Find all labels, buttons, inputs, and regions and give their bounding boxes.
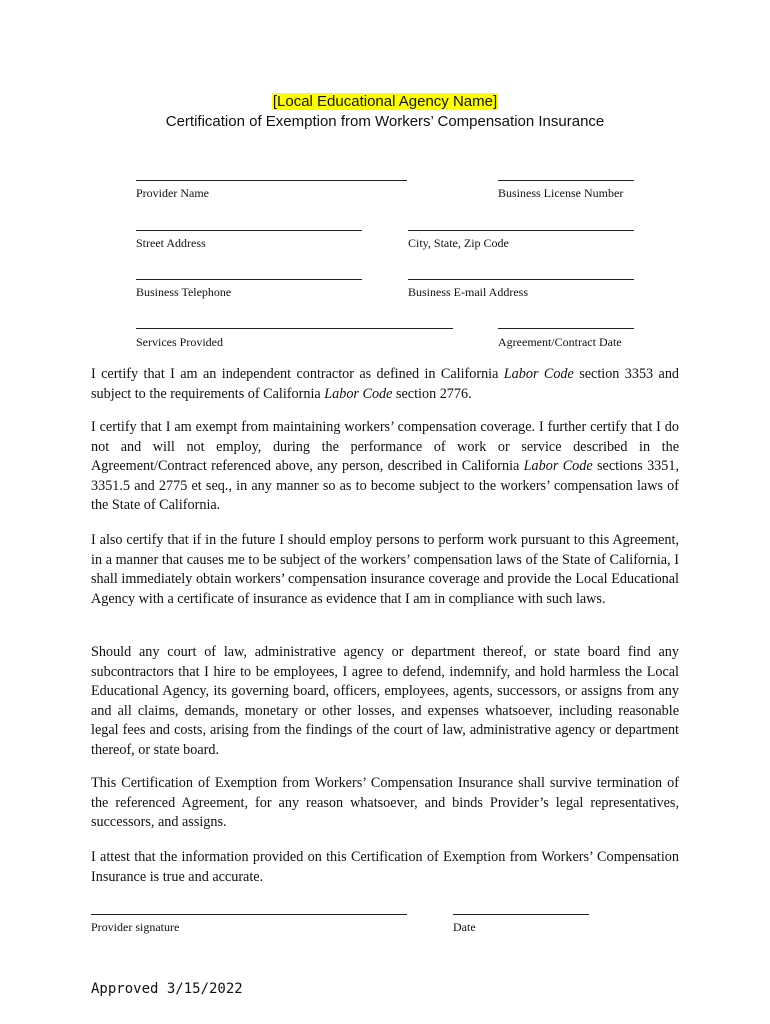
business-email-label: Business E-mail Address — [408, 285, 528, 299]
provider-signature-field[interactable] — [91, 914, 407, 915]
city-state-zip-label: City, State, Zip Code — [408, 236, 509, 250]
document-title: Certification of Exemption from Workers’ Compensation Insurance — [165, 113, 605, 130]
paragraph-future-employment: I also certify that if in the future I should employ persons to perform work pursuant to this Agreement, in a manner that causes me to be subject of the workers’ compensation laws of the State of California, I shall immediately obtain workers’ compensation insurance coverage and provide the Local Educational Agency with a certificate of insurance as evidence that I am in compliance with such laws. — [91, 532, 679, 607]
services-provided-field[interactable] — [136, 328, 453, 329]
paragraph-exempt-coverage: I certify that I am exempt from maintaining workers’ compensation coverage. I further certify that I do not and will not employ, during the performance of work or service described in the Agreement/Contract referenced above, any person, described in California Labor Code sections 3351, 3351.5 and 2775 et seq., in any manner so as to become subject to the workers’ compensation laws of the State of California. — [91, 419, 679, 513]
business-license-number-label: Business License Number — [498, 186, 624, 200]
paragraph-indemnify: Should any court of law, administrative agency or department thereof, or state board find any subcontractors that I hire to be employees, I agree to defend, indemnify, and hold harmless the Local Educational Agency, its governing board, officers, employees, agents, successors, or assigns from any and all claims, demands, monetary or other losses, and expenses whatsoever, including reasonable legal fees and costs, arising from the findings of the court of law, administrative agency or department thereof, or state board. — [91, 644, 679, 758]
agreement-date-label: Agreement/Contract Date — [498, 335, 622, 349]
street-address-label: Street Address — [136, 236, 206, 250]
street-address-field[interactable] — [136, 230, 362, 231]
approved-date-footer: Approved 3/15/2022 — [91, 981, 243, 997]
paragraph-attestation: I attest that the information provided on this Certification of Exemption from Workers’ Compensation Insurance is true and accurate. — [91, 849, 679, 885]
services-provided-label: Services Provided — [136, 335, 223, 349]
city-state-zip-field[interactable] — [408, 230, 634, 231]
paragraph-survive-termination: This Certification of Exemption from Workers’ Compensation Insurance shall survive termination of the referenced Agreement, for any reason whatsoever, and binds Provider’s legal representatives, successors, and assigns. — [91, 775, 679, 830]
provider-name-label: Provider Name — [136, 186, 209, 200]
agency-name-placeholder: [Local Educational Agency Name] — [272, 93, 498, 110]
signature-date-field[interactable] — [453, 914, 589, 915]
provider-signature-label: Provider signature — [91, 920, 180, 934]
signature-date-label: Date — [453, 920, 476, 934]
provider-name-field[interactable] — [136, 180, 407, 181]
business-telephone-label: Business Telephone — [136, 285, 232, 299]
agency-name-heading — [0, 93, 770, 111]
agreement-date-field[interactable] — [498, 328, 634, 329]
business-telephone-field[interactable] — [136, 279, 362, 280]
paragraph-independent-contractor: I certify that I am an independent contractor as defined in California Labor Code section 3353 and subject to the requirements of California Labor Code section 2776. — [91, 366, 680, 402]
business-email-field[interactable] — [408, 279, 634, 280]
business-license-number-field[interactable] — [498, 180, 634, 181]
